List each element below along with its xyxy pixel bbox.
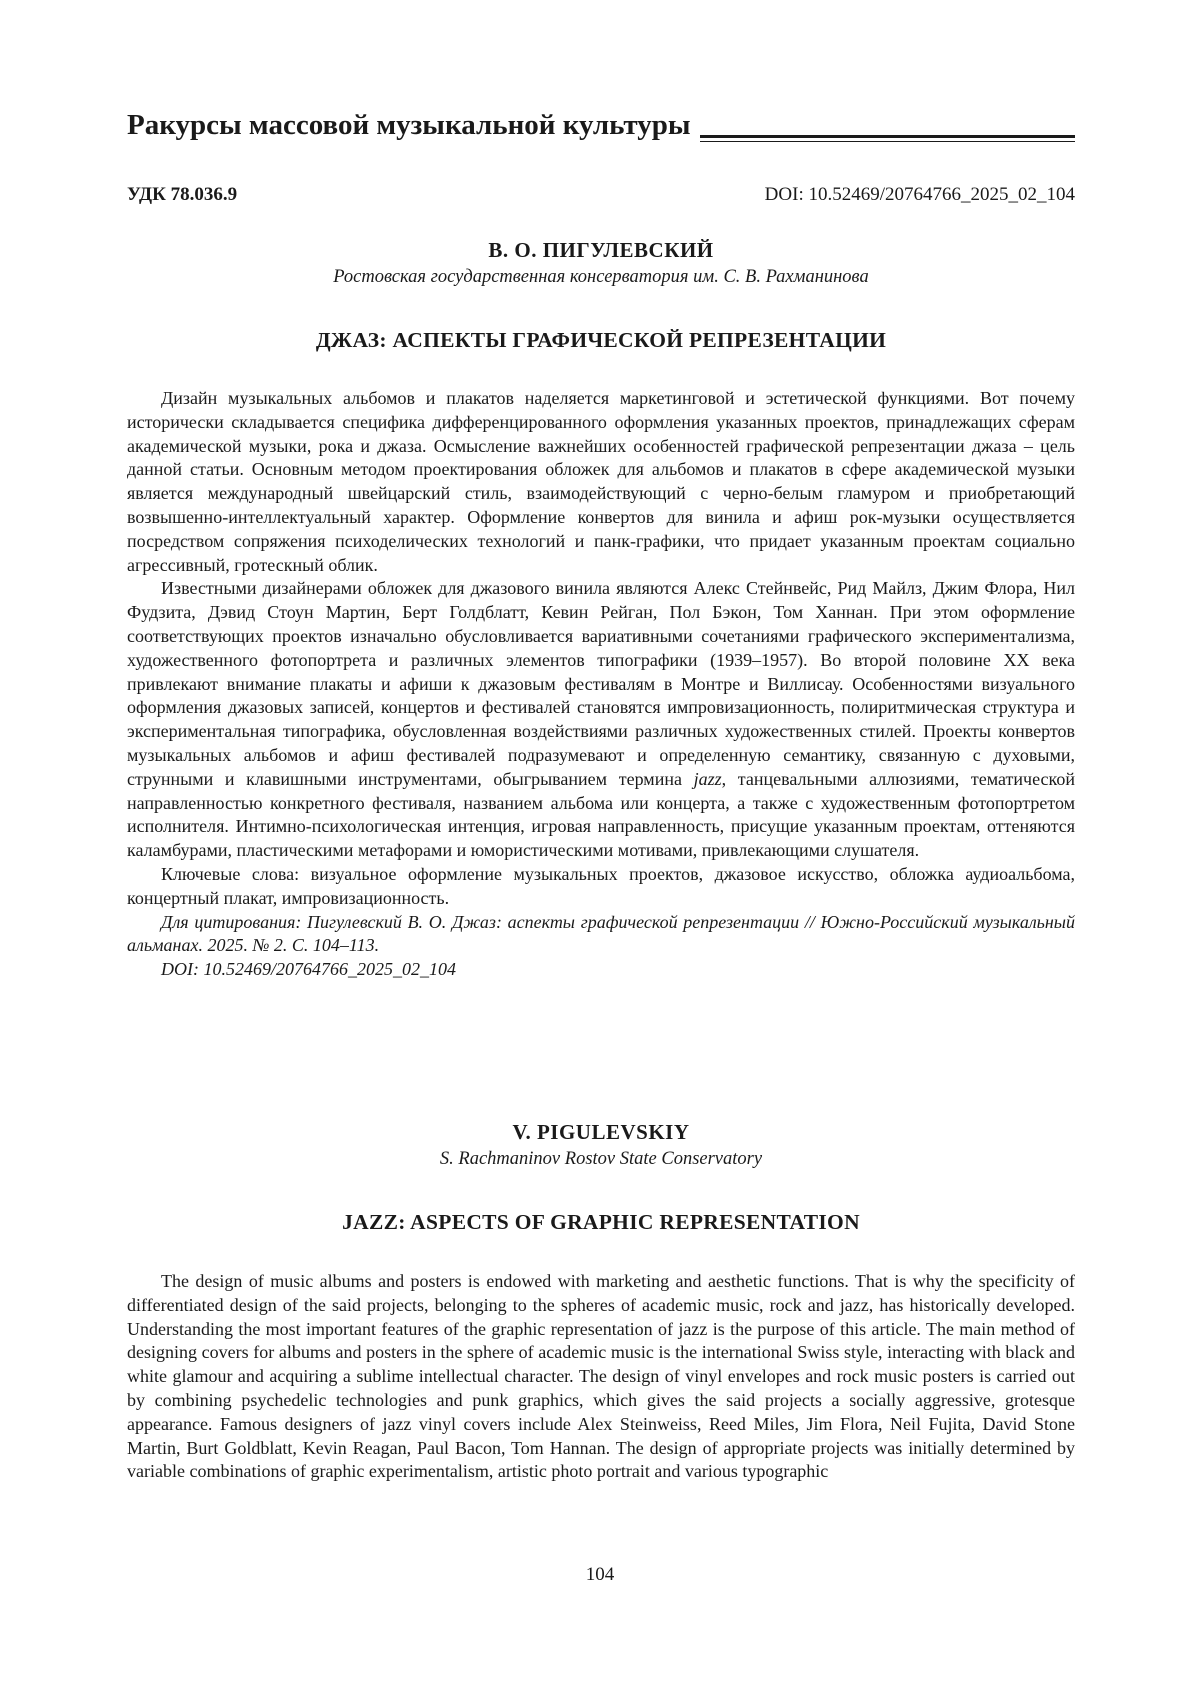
author-en: V. PIGULEVSKIY <box>512 1120 690 1144</box>
udk-code: УДК 78.036.9 <box>127 184 238 205</box>
abstract-ru-paragraph-2: Известными дизайнерами обложек для джазового винила являются Алекс Стейнвейс, Рид Майлз, Джим Флора, Нил Фудзита, Дэвид Стоун Мартин, Берт Голдблатт, Кевин Рейган, Пол Бэкон, Том Ханнан. При этом оформление соответствующих проектов изначально обусловливается вариативными сочетаниями графического экспериментализма, художественного фотопортрета и различных элементов типографики (1939–1957). Во второй половине XX века привлекают внимание плакаты и афиши к джазовым фестивалям в Монтре и Виллисау. Особенностями визуального оформления джазовых записей, концертов и фестивалей становятся импровизационность, полиритмическая структура и экспериментальная типографика, обусловленная воздействиями различных художественных стилей. Проекты конвертов музыкальных альбомов и афиш фестивалей подразумевают и определенную семантику, связанную с духовыми, струнными и клавишными инструментами, обыгрыванием термина jazz, танцевальными аллюзиями, тематической направленностью конкретного фестиваля, названием альбома или концерта, а также с художественным фотопортретом исполнителя. Интимно-психологическая интенция, игровая направленность, присущие указанным проектам, оттеняются каламбурами, пластическими метафорами и юмористическими мотивами, привлекающими слушателя. <box>127 578 1075 861</box>
page-number: 104 <box>585 1564 615 1585</box>
term-jazz: jazz <box>693 768 722 789</box>
abstract-ru-paragraph-1: Дизайн музыкальных альбомов и плакатов наделяется маркетинговой и эстетической функциями. Вот почему исторически складывается специфика дифференцированного оформления указанных проектов, принадлежащих сферам академической музыки, рока и джаза. Осмысление важнейших особенностей графической репрезентации джаза – цель данной статьи. Основным методом проектирования обложек для альбомов и плакатов в сфере академической музыки является международный швейцарский стиль, взаимодействующий с черно-белым гламуром и приобретающий возвышенно-интеллектуальный характер. Оформление конвертов для винила и афиш рок-музыки осуществляется посредством сопряжения психоделических технологий и панк-графики, что придает указанным проектам социально агрессивный, гротескный облик. <box>127 388 1075 575</box>
affiliation-ru: Ростовская государственная консерватория им. С. В. Рахманинова <box>333 267 869 287</box>
header-rule <box>700 135 1075 142</box>
abstract-en-paragraph: The design of music albums and posters is endowed with marketing and aesthetic functions. That is why the specificity of differentiated design of the said projects, belonging to the spheres of academic music, rock and jazz, has historically developed. Understanding the most important features of the graphic representation of jazz is the purpose of this article. The main method of designing covers for albums and posters in the sphere of academic music is the international Swiss style, interacting with black and white glamour and acquiring a sublime intellectual character. The design of vinyl envelopes and rock music posters is carried out by combining psychedelic technologies and punk graphics, which gives the said projects a socially aggressive, grotesque appearance. Famous designers of jazz vinyl covers include Alex Steinweiss, Reed Miles, Jim Flora, Neil Fujita, David Stone Martin, Burt Goldblatt, Kevin Reagan, Paul Bacon, Tom Hannan. The design of appropriate projects was initially determined by variable combinations of graphic experimentalism, artistic photo portrait and various typographic <box>127 1271 1075 1482</box>
citation-doi: DOI: 10.52469/20764766_2025_02_104 <box>161 959 456 980</box>
keywords-ru: Ключевые слова: визуальное оформление музыкальных проектов, джазовое искусство, обложка аудиоальбома, концертный плакат, импровизационность. <box>127 863 1075 908</box>
title-en: JAZZ: ASPECTS OF GRAPHIC REPRESENTATION <box>342 1210 860 1234</box>
title-ru: ДЖАЗ: АСПЕКТЫ ГРАФИЧЕСКОЙ РЕПРЕЗЕНТАЦИИ <box>315 328 887 352</box>
article-meta <box>127 184 1075 206</box>
abstract-ru <box>127 387 1075 982</box>
abstract-en <box>127 1270 1075 1484</box>
author-ru: В. О. ПИГУЛЕВСКИЙ <box>488 238 714 262</box>
affiliation-en: S. Rachmaninov Rostov State Conservatory <box>439 1149 763 1169</box>
citation-ru: Для цитирования: Пигулевский В. О. Джаз: аспекты графической репрезентации // Южно-Российский музыкальный альманах. 2025. № 2. С. 104–113. <box>127 911 1075 956</box>
journal-header <box>127 102 1075 146</box>
journal-section-title: Ракурсы массовой музыкальной культуры <box>127 109 691 141</box>
doi-top: DOI: 10.52469/20764766_2025_02_104 <box>764 184 1075 205</box>
